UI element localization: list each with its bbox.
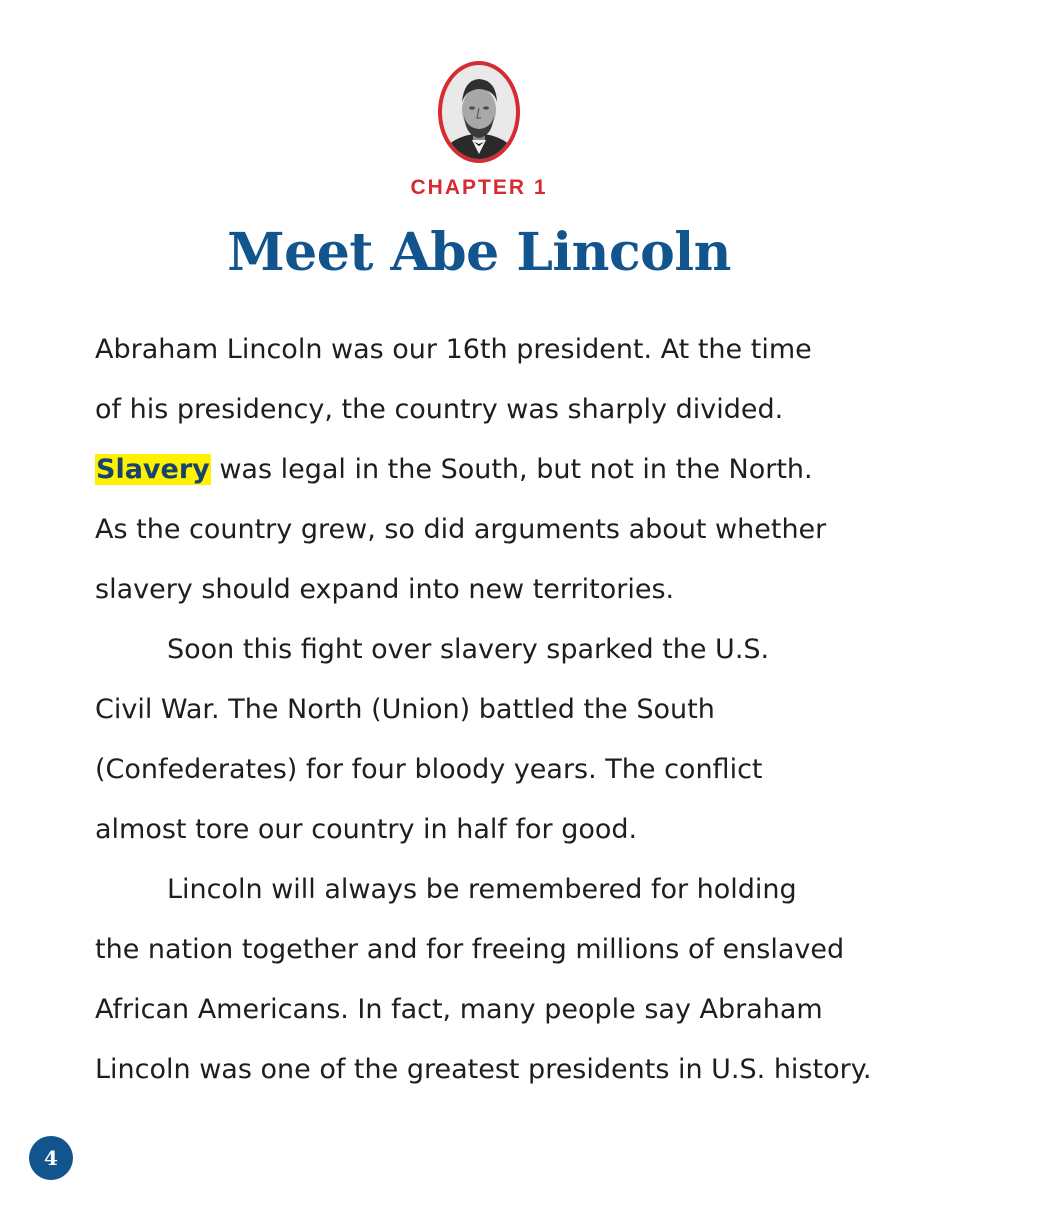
text-line-rest: was legal in the South, but not in the North. (210, 454, 813, 485)
text-line: (Confederates) for four bloody years. The conflict (95, 754, 763, 785)
text-line: the nation together and for freeing millions of enslaved (95, 934, 845, 965)
lincoln-portrait-icon (436, 58, 522, 166)
text-line: Soon this fight over slavery sparked the U.S. (167, 634, 770, 665)
text-line (95, 440, 895, 500)
text-line: of his presidency, the country was sharply divided. (95, 394, 784, 425)
text-line: Lincoln will always be remembered for holding (167, 874, 797, 905)
text-line: Civil War. The North (Union) battled the South (95, 694, 715, 725)
text-line: slavery should expand into new territories. (95, 574, 675, 605)
page-number-badge: 4 (29, 1136, 73, 1180)
page-title: Meet Abe Lincoln (227, 222, 731, 283)
text-line: As the country grew, so did arguments about whether (95, 514, 827, 545)
glossary-term-slavery[interactable]: Slavery (96, 454, 210, 485)
text-line: Lincoln was one of the greatest presidents in U.S. history. (95, 1054, 872, 1085)
text-line: Abraham Lincoln was our 16th president. At the time (95, 334, 812, 365)
text-line: African Americans. In fact, many people say Abraham (95, 994, 823, 1025)
text-line: almost tore our country in half for good. (95, 814, 638, 845)
chapter-label: CHAPTER 1 (410, 176, 548, 199)
chapter-body (95, 320, 895, 1100)
